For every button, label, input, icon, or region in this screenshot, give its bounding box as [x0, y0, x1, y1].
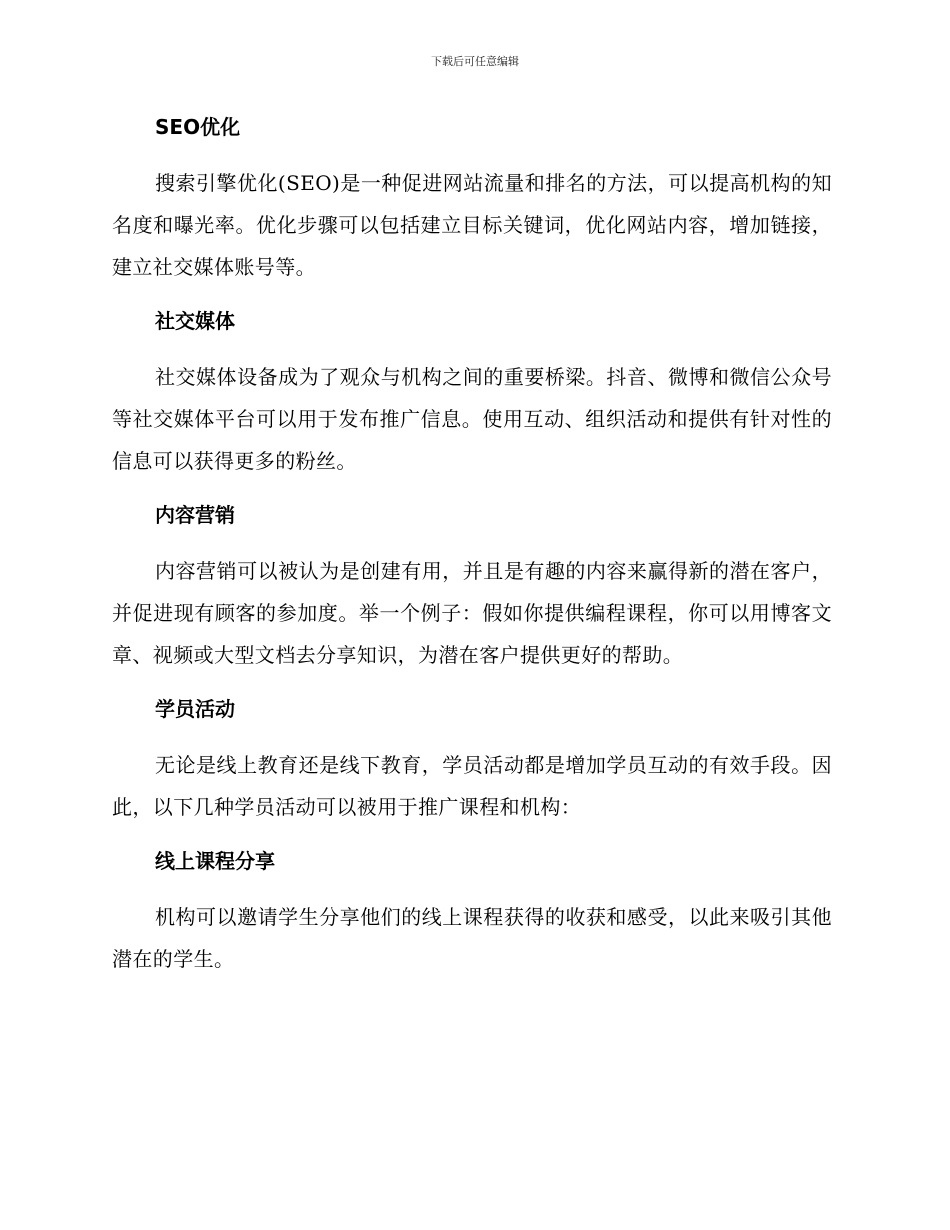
- section-heading-student-activities: 学员活动: [155, 697, 235, 721]
- section-paragraph-social-media: 社交媒体设备成为了观众与机构之间的重要桥梁。抖音、微博和微信公众号等社交媒体平台可以用于发布推广信息。使用互动、组织活动和提供有针对性的信息可以获得更多的粉丝。: [112, 365, 832, 473]
- spacer: [112, 728, 832, 744]
- section-heading-content-marketing: 内容营销: [155, 503, 235, 527]
- section-paragraph-seo: 搜索引擎优化(SEO)是一种促进网站流量和排名的方法，可以提高机构的知名度和曝光率。优化步骤可以包括建立目标关键词，优化网站内容，增加链接，建立社交媒体账号等。: [112, 171, 832, 279]
- spacer: [112, 482, 832, 496]
- spacer: [112, 880, 832, 896]
- section-heading-social-media: 社交媒体: [155, 309, 235, 333]
- spacer: [112, 340, 832, 356]
- spacer: [112, 288, 832, 302]
- spacer: [112, 828, 832, 842]
- spacer: [112, 676, 832, 690]
- section-paragraph-online-course-sharing: 机构可以邀请学生分享他们的线上课程获得的收获和感受，以此来吸引其他潜在的学生。: [112, 905, 832, 971]
- section-heading-seo: SEO优化: [155, 115, 241, 139]
- spacer: [112, 534, 832, 550]
- section-paragraph-student-activities: 无论是线上教育还是线下教育，学员活动都是增加学员互动的有效手段。因此，以下几种学员活动可以被用于推广课程和机构：: [112, 753, 832, 819]
- page-header: 下载后可任意编辑: [431, 55, 519, 68]
- document-body: [112, 108, 832, 980]
- section-heading-online-course-sharing: 线上课程分享: [155, 849, 275, 873]
- spacer: [112, 146, 832, 162]
- section-paragraph-content-marketing: 内容营销可以被认为是创建有用，并且是有趣的内容来赢得新的潜在客户，并促进现有顾客的参加度。举一个例子：假如你提供编程课程，你可以用博客文章、视频或大型文档去分享知识，为潜在客户提供更好的帮助。: [112, 559, 832, 667]
